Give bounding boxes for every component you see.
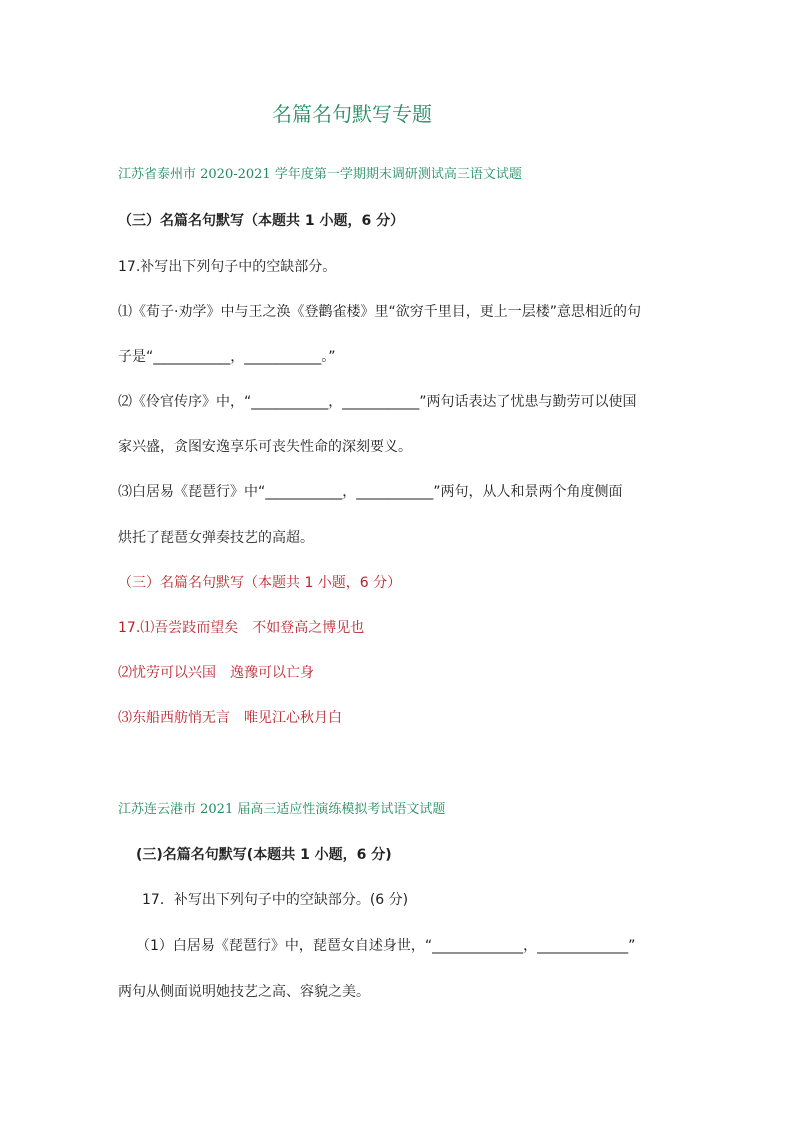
answer-heading: （三）名篇名句默写（本题共 1 小题，6 分） — [118, 575, 402, 591]
section-2-question-intro: 17．补写出下列句子中的空缺部分。(6 分) — [142, 892, 409, 908]
section-2-q1-line2: 两句从侧面说明她技艺之高、容貌之美。 — [118, 984, 370, 1000]
section-1-q2-line1: ⑵《伶官传序》中，“___________，___________”两句话表达了忧患与勤劳可以使国 — [118, 394, 637, 410]
section-2-q1-line1: （1）白居易《琵琶行》中，琵琶女自述身世，“_____________，_____________” — [136, 938, 636, 954]
section-1-q3-line2: 烘托了琵琶女弹奏技艺的高超。 — [118, 530, 314, 546]
section-2-source: 江苏连云港市 2021 届高三适应性演练模拟考试语文试题 — [118, 802, 446, 817]
section-1-q2-line2: 家兴盛，贪图安逸享乐可丧失性命的深刻要义。 — [118, 439, 412, 455]
answer-1: 17.⑴吾尝跂而望矣 不如登高之博见也 — [118, 620, 365, 636]
answer-2: ⑵忧劳可以兴国 逸豫可以亡身 — [118, 665, 314, 681]
answer-3: ⑶东船西舫悄无言 唯见江心秋月白 — [118, 710, 342, 726]
section-1-heading: （三）名篇名句默写（本题共 1 小题，6 分） — [118, 213, 405, 229]
section-1-q1-line1: ⑴《荀子·劝学》中与王之涣《登鹳雀楼》里“欲穷千里目，更上一层楼”意思相近的句 — [118, 304, 641, 320]
section-1-q3-line1: ⑶白居易《琵琶行》中“___________，___________”两句，从人和景两个角度侧面 — [118, 484, 623, 500]
section-2-heading: (三)名篇名句默写(本题共 1 小题，6 分) — [136, 847, 392, 863]
section-1-q1-line2: 子是“___________，___________。” — [118, 349, 336, 365]
page-title: 名篇名句默写专题 — [272, 102, 432, 126]
section-1-question-intro: 17.补写出下列句子中的空缺部分。 — [118, 259, 337, 275]
section-1-source: 江苏省泰州市 2020-2021 学年度第一学期期末调研测试高三语文试题 — [118, 167, 522, 182]
